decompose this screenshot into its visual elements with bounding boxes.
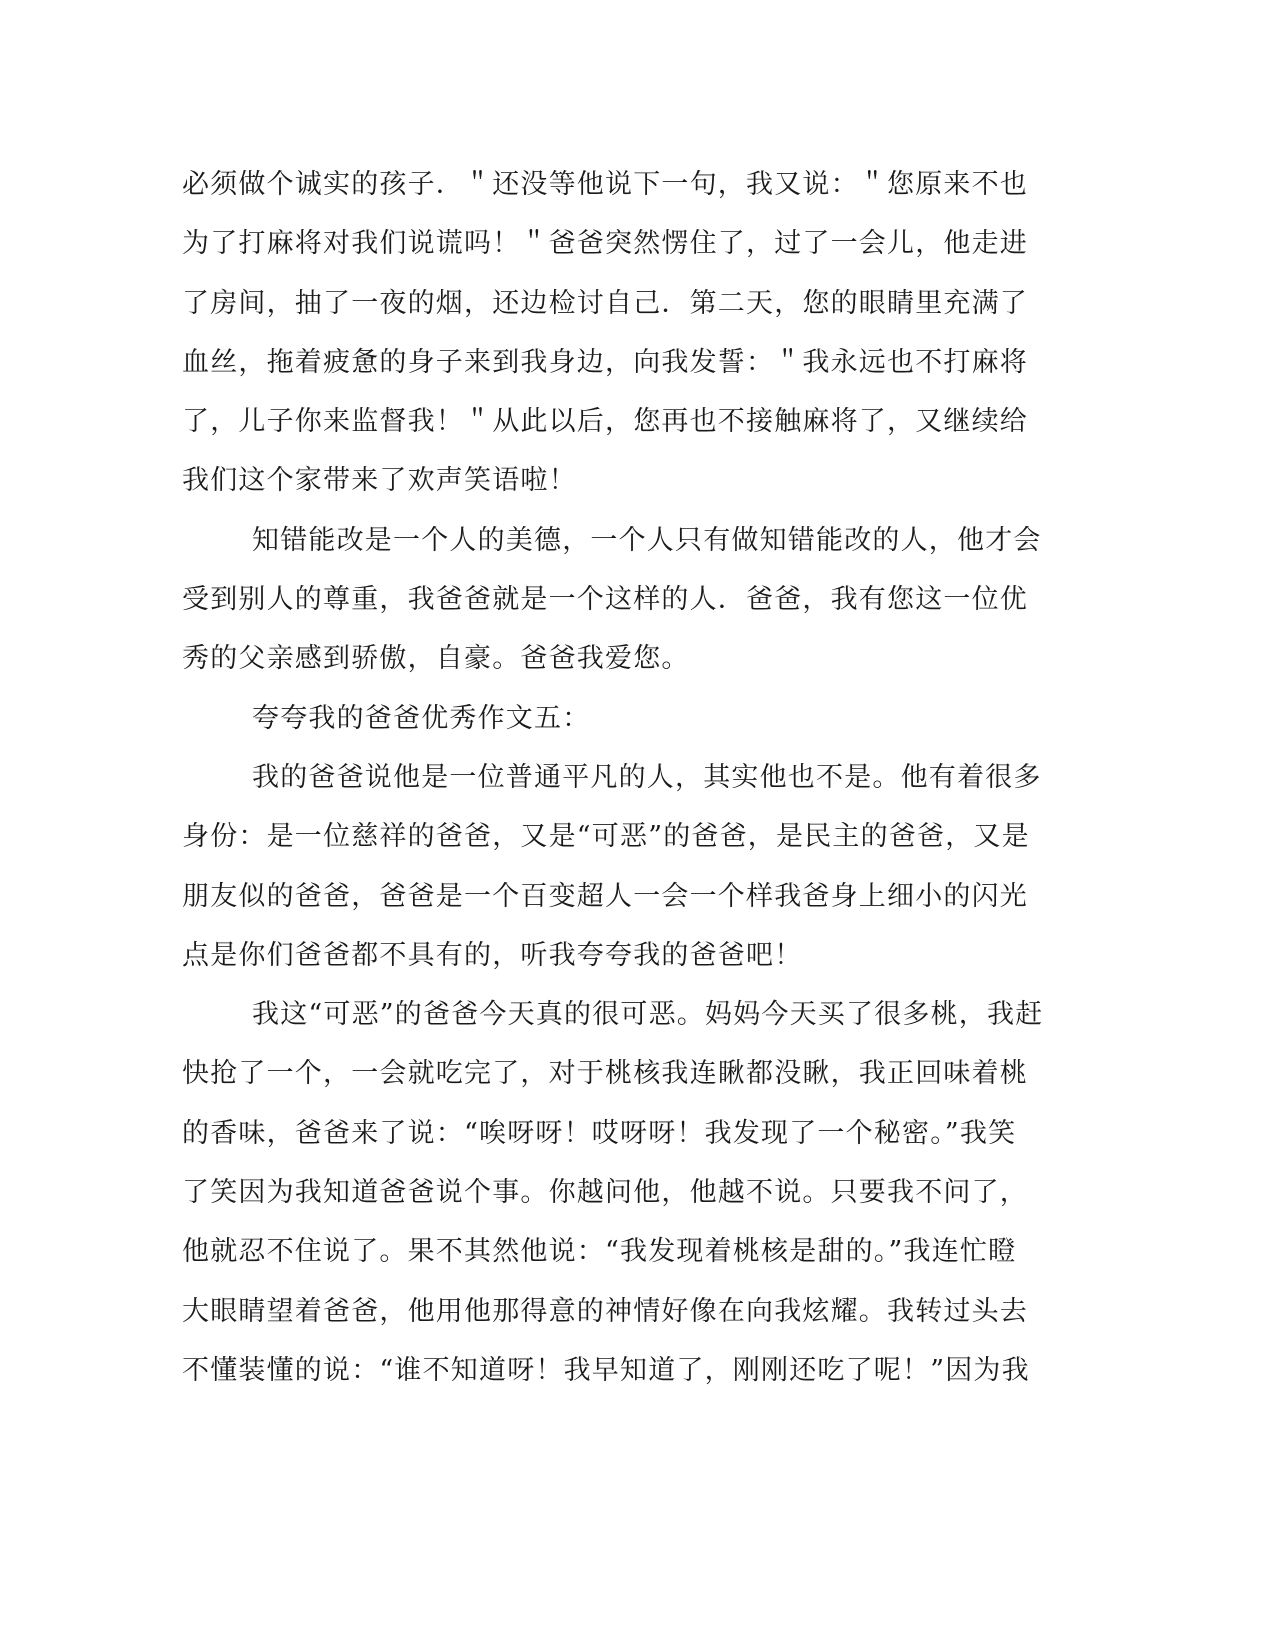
- text-line: 快抢了一个，一会就吃完了，对于桃核我连瞅都没瞅，我正回味着桃: [182, 1058, 1028, 1090]
- paragraph-start-line: 我的爸爸说他是一位普通平凡的人，其实他也不是。他有着很多: [252, 761, 1042, 793]
- text-line: 必须做个诚实的孩子．＂还没等他说下一句，我又说：＂您原来不也: [182, 169, 1028, 200]
- text-line: 了房间，抽了一夜的烟，还边检讨自己．第二天，您的眼睛里充满了: [182, 287, 1028, 319]
- text-line: 血丝，拖着疲惫的身子来到我身边，向我发誓：＂我永远也不打麻将: [182, 346, 1028, 378]
- text-line: 身份：是一位慈祥的爸爸，又是“可恶”的爸爸，是民主的爸爸，又是: [182, 821, 1030, 853]
- text-line: 不懂装懂的说：“谁不知道呀！我早知道了，刚刚还吃了呢！”因为我: [182, 1354, 1030, 1386]
- text-line: 了笑因为我知道爸爸说个事。你越问他，他越不说。只要我不问了，: [182, 1177, 1028, 1209]
- text-line: 为了打麻将对我们说谎吗！＂爸爸突然愣住了，过了一会儿，他走进: [182, 228, 1028, 260]
- text-line: 秀的父亲感到骄傲，自豪。爸爸我爱您。: [182, 643, 690, 675]
- text-line: 朋友似的爸爸，爸爸是一个百变超人一会一个样我爸身上细小的闪光: [182, 880, 1028, 912]
- text-line: 的香味，爸爸来了说：“唉呀呀！哎呀呀！我发现了一个秘密。”我笑: [182, 1117, 1017, 1149]
- paragraph-start-line: 知错能改是一个人的美德，一个人只有做知错能改的人，他才会: [252, 524, 1042, 556]
- paragraph-start-line: 我这“可恶”的爸爸今天真的很可恶。妈妈今天买了很多桃，我赶: [252, 999, 1044, 1031]
- text-line: 我们这个家带来了欢声笑语啦！: [182, 465, 577, 497]
- text-line: 点是你们爸爸都不具有的，听我夸夸我的爸爸吧！: [182, 939, 803, 971]
- text-line: 了，儿子你来监督我！＂从此以后，您再也不接触麻将了，又继续给: [182, 406, 1028, 438]
- body-text: [182, 155, 1042, 1400]
- text-line: 大眼睛望着爸爸，他用他那得意的神情好像在向我炫耀。我转过头去: [182, 1295, 1028, 1327]
- section-heading: 夸夸我的爸爸优秀作文五：: [252, 702, 591, 734]
- text-line: 他就忍不住说了。果不其然他说：“我发现着桃核是甜的。”我连忙瞪: [182, 1236, 1017, 1268]
- text-line: 受到别人的尊重，我爸爸就是一个这样的人．爸爸，我有您这一位优: [182, 584, 1028, 616]
